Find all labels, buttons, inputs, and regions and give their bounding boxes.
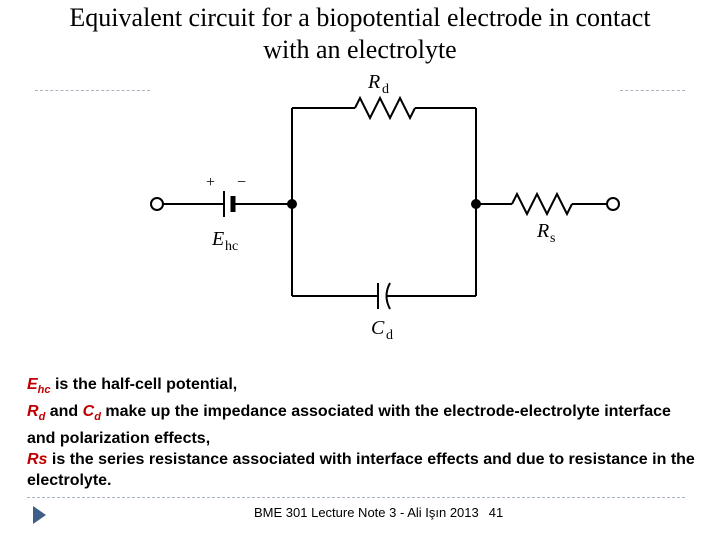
footer-text: BME 301 Lecture Note 3 - Ali Işın 2013 [254,505,479,520]
rs-description: is the series resistance associated with interface effects and due to resistance in the electrolyte. [27,451,695,490]
label-ehc: E [212,228,225,250]
resistor-rs [512,194,572,214]
label-rd: R [368,71,381,93]
junction-node-left [287,199,297,209]
label-ehc-sub: hc [225,239,239,254]
footer [254,505,503,520]
right-terminal [607,198,619,210]
footer-divider [27,497,685,498]
and-text: and [45,403,83,421]
label-rs: R [537,220,550,242]
left-terminal [151,198,163,210]
label-cd: C [371,317,385,339]
junction-node-right [471,199,481,209]
rs-symbol: Rs [27,451,48,469]
cd-symbol: $C_d$ [82,403,101,424]
note-rd-cd [27,401,697,449]
explanation-notes [27,374,697,491]
battery-minus-sign: − [237,174,247,191]
ehc-symbol: $E_{hc}$ [27,376,51,397]
page-number: 41 [488,505,504,520]
label-rs-sub: s [550,231,556,246]
battery-plus-sign: + [206,174,216,191]
note-rs [27,449,697,491]
bullet-arrow-icon [33,506,46,524]
note-ehc [27,374,697,401]
title-line-2: with an electrolyte [263,35,457,64]
ehc-description: is the half-cell potential, [50,376,238,393]
rd-symbol: $R_d$ [27,403,46,424]
label-rd-sub: d [382,82,389,97]
rd-cd-description: make up the impedance associated with the electrode-electrolyte interface and polarization effects, [27,403,671,448]
resistor-rd [355,98,415,118]
label-cd-sub: d [386,328,393,343]
title-line-1: Equivalent circuit for a biopotential electrode in contact [69,3,651,32]
